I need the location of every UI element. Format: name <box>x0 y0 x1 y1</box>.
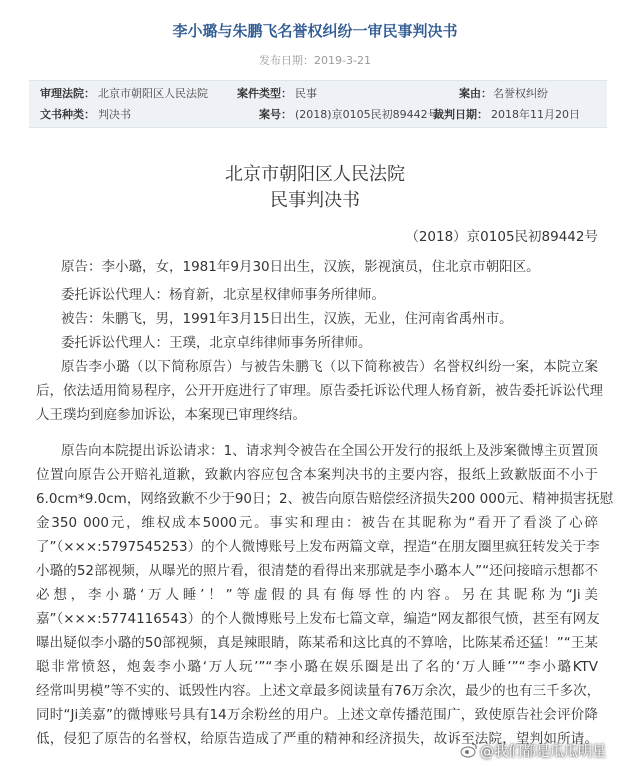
body-line: 同时“Ji美嘉”的微博账号具有14万余粉丝的用户。上述文章传播范围广，致使原告社会评价降 <box>36 707 598 723</box>
court-label: 审理法院： <box>40 87 95 100</box>
body-line: 原告李小璐（以下简称原告）与被告朱鹏飞（以下简称被告）名誉权纠纷一案，本院立案 <box>61 359 598 375</box>
body-line: 曝出疑似李小璐的50部视频，真是辣眼睛，陈某希和这比真的不算啥，比陈某希还猛！”“王某 <box>36 635 598 651</box>
body-line: 金350 000元，维权成本5000元。事实和理由：被告在其昵称为“看开了看淡了心碎 <box>36 515 598 531</box>
case-info-panel <box>29 80 607 128</box>
cause-value: 名誉权纠纷 <box>493 87 548 100</box>
body-line: 经常叫男模”等不实的、诋毁性内容。上述文章最多阅读量有76万余次，最少的也有三千多次， <box>36 683 601 699</box>
document-title: 李小璐与朱鹏飞名誉权纠纷一审民事判决书 <box>172 22 458 40</box>
body-line: 位置向原告公开赔礼道歉，致歉内容应包含本案判决书的主要内容，报纸上致歉版面不小于 <box>36 467 598 483</box>
body-line: 委托诉讼代理人：王璞，北京卓纬律师事务所律师。 <box>61 335 372 351</box>
court-value: 北京市朝阳区人民法院 <box>98 87 208 100</box>
judge-date-label: 裁判日期： <box>433 108 488 121</box>
body-line: 被告：朱鹏飞，男，1991年3月15日出生，汉族，无业，住河南省禹州市。 <box>61 311 513 327</box>
judge-date-value: 2018年11月20日 <box>491 108 580 121</box>
watermark: @我们都是瓜瓜明星 <box>480 744 606 760</box>
doc-type-heading: 民事判决书 <box>270 190 360 211</box>
case-type-label: 案件类型： <box>237 87 292 100</box>
info-row-1 <box>29 84 607 104</box>
case-no-label: 案号： <box>259 108 292 121</box>
case-number: （2018）京0105民初89442号 <box>405 229 598 245</box>
body-line: 后，依法适用简易程序，公开开庭进行了审理。原告委托诉讼代理人杨育新，被告委托诉讼代理 <box>36 383 603 399</box>
doc-type-value: 判决书 <box>98 108 131 121</box>
info-row-2 <box>29 105 607 125</box>
body-line: 必想，李小璐‘万人睡’！”等虚假的具有侮辱性的内容。另在其昵称为“Ji美 <box>36 587 598 603</box>
publish-date: 发布日期：2019-3-21 <box>259 54 371 67</box>
body-line: 6.0cm*9.0cm，网络致歉不少于90日；2、被告向原告赔偿经济损失200 000元、精神损害抚慰 <box>36 491 614 507</box>
body-line: 嘉”（×××:5774116543）的个人微博账号上发布七篇文章，编造“网友都很气愤，甚至有网友 <box>36 611 600 627</box>
body-line: 委托诉讼代理人：杨育新，北京星权律师事务所律师。 <box>61 287 385 303</box>
body-line: 了”（×××:5797545253）的个人微博账号上发布两篇文章，捏造“在朋友圈里疯狂转发关于李 <box>36 539 600 555</box>
body-line: 原告：李小璐，女，1981年9月30日出生，汉族，影视演员，住北京市朝阳区。 <box>61 259 540 275</box>
case-no-value: (2018)京0105民初89442号 <box>295 108 439 121</box>
body-line: 人王璞均到庭参加诉讼，本案现已审理终结。 <box>36 407 306 423</box>
cause-label: 案由： <box>459 87 492 100</box>
body-line: 低，侵犯了原告的名誉权，给原告造成了严重的精神和经济损失，故诉至法院，望判如所请。 <box>36 731 598 747</box>
body-line: 原告向本院提出诉讼请求：1、请求判令被告在全国公开发行的报纸上及涉案微博主页置顶 <box>61 443 598 459</box>
body-line: 聪非常愤怒，炮轰李小璐‘万人玩’”“李小璐在娱乐圈是出了名的‘万人睡’”“李小璐KTV <box>36 659 598 675</box>
doc-type-label: 文书种类： <box>40 108 95 121</box>
body-line: 小璐的52部视频，从曝光的照片看，很清楚的看得出来那就是李小璐本人”“还问接暗示想都不 <box>36 563 598 579</box>
case-type-value: 民事 <box>295 87 317 100</box>
weibo-icon <box>460 742 478 758</box>
court-name-heading: 北京市朝阳区人民法院 <box>225 164 405 185</box>
